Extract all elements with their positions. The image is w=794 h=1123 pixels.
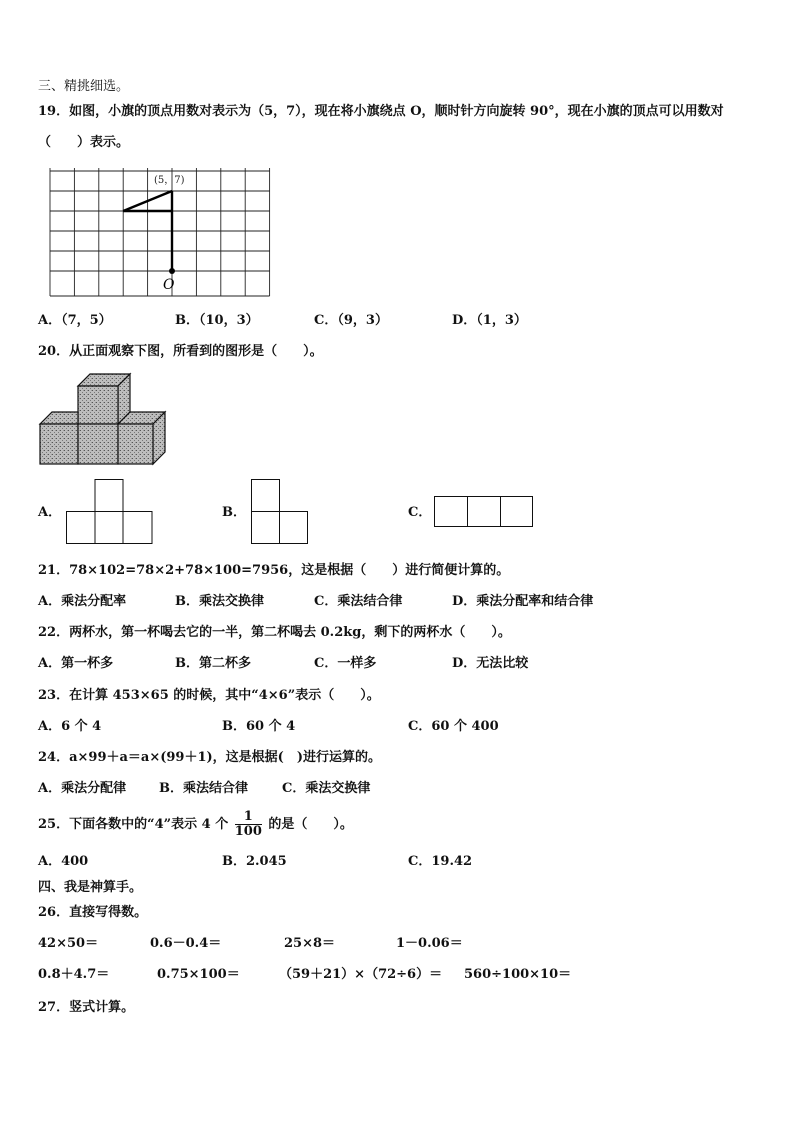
- q21-option-c[interactable]: C．乘法结合律: [314, 594, 403, 609]
- q25-text-after: 的是（ ）。: [268, 817, 353, 832]
- q26-item-2[interactable]: 0.6－0.4＝: [150, 936, 222, 951]
- q26-item-5[interactable]: 0.8＋4.7＝: [38, 967, 110, 982]
- q20-option-b[interactable]: B．: [222, 505, 246, 520]
- section-3-heading: 三、精挑细选。: [38, 79, 130, 94]
- q20-text: 20．从正面观察下图，所看到的图形是（ ）。: [38, 344, 323, 359]
- q25-text: [38, 805, 353, 845]
- q24-option-a[interactable]: A．乘法分配律: [38, 781, 127, 796]
- q21-text: 21．78×102=78×2+78×100=7956，这是根据（ ）进行简便计算的。: [38, 563, 510, 578]
- q26-item-6[interactable]: 0.75×100＝: [157, 967, 240, 982]
- q19-option-c[interactable]: C．（9，3）: [314, 313, 388, 328]
- q20-option-a-shape: [66, 479, 154, 545]
- q24-option-b[interactable]: B．乘法结合律: [159, 781, 248, 796]
- q26-item-7[interactable]: （59＋21）×（72÷6）＝: [279, 967, 443, 982]
- q25-fraction-denominator: 100: [234, 824, 262, 839]
- q25-option-c[interactable]: C．19.42: [408, 854, 473, 869]
- q27-text: 27．竖式计算。: [38, 1000, 135, 1015]
- q20-option-a[interactable]: A．: [38, 505, 62, 520]
- q22-option-b[interactable]: B．第二杯多: [175, 656, 251, 671]
- q20-cube-figure: [40, 374, 166, 466]
- q19-grid-figure: [50, 168, 272, 296]
- q19-text-line2: （ ）表示。: [38, 135, 130, 150]
- q21-option-b[interactable]: B．乘法交换律: [175, 594, 264, 609]
- q21-option-d[interactable]: D．乘法分配率和结合律: [452, 594, 594, 609]
- q24-text: 24．a×99＋a＝a×(99＋1)，这是根据( )进行运算的。: [38, 750, 381, 765]
- q22-option-d[interactable]: D．无法比较: [452, 656, 529, 671]
- q25-fraction: [235, 810, 262, 839]
- q25-option-a[interactable]: A．400: [38, 854, 89, 869]
- q26-item-8[interactable]: 560÷100×10＝: [464, 967, 572, 982]
- q25-text-before: 25．下面各数中的“4”表示 4 个: [38, 817, 229, 832]
- q23-option-c[interactable]: C．60 个 400: [408, 719, 499, 734]
- q19-option-d[interactable]: D．（1，3）: [452, 313, 527, 328]
- q23-option-a[interactable]: A．6 个 4: [38, 719, 102, 734]
- section-4-heading: 四、我是神算手。: [38, 880, 143, 895]
- q21-option-a[interactable]: A．乘法分配率: [38, 594, 127, 609]
- q26-text: 26．直接写得数。: [38, 905, 148, 920]
- q19-option-a[interactable]: A．（7，5）: [38, 313, 112, 328]
- q26-item-3[interactable]: 25×8＝: [284, 936, 336, 951]
- origin-point: [169, 268, 175, 274]
- q20-option-b-shape: [251, 479, 309, 545]
- q19-option-b[interactable]: B．（10，3）: [175, 313, 259, 328]
- origin-label: O: [163, 277, 175, 293]
- q24-option-c[interactable]: C．乘法交换律: [282, 781, 371, 796]
- q22-option-a[interactable]: A．第一杯多: [38, 656, 114, 671]
- q20-option-c[interactable]: C．: [408, 505, 432, 520]
- q26-item-4[interactable]: 1－0.06＝: [396, 936, 463, 951]
- q19-text-line1: 19．如图，小旗的顶点用数对表示为（5，7），现在将小旗绕点 O，顺时针方向旋转 90°，现在小旗的顶点可以用数对: [38, 104, 724, 119]
- q23-option-b[interactable]: B．60 个 4: [222, 719, 296, 734]
- q23-text: 23．在计算 453×65 的时候，其中“4×6”表示（ ）。: [38, 688, 380, 703]
- q22-text: 22．两杯水，第一杯喝去它的一半，第二杯喝去 0.2kg，剩下的两杯水（ ）。: [38, 625, 511, 640]
- q26-item-1[interactable]: 42×50＝: [38, 936, 99, 951]
- q20-option-c-shape: [434, 496, 534, 528]
- point-label: (5，7): [154, 175, 185, 186]
- q25-fraction-numerator: 1: [235, 810, 262, 825]
- q25-option-b[interactable]: B．2.045: [222, 854, 287, 869]
- q22-option-c[interactable]: C．一样多: [314, 656, 377, 671]
